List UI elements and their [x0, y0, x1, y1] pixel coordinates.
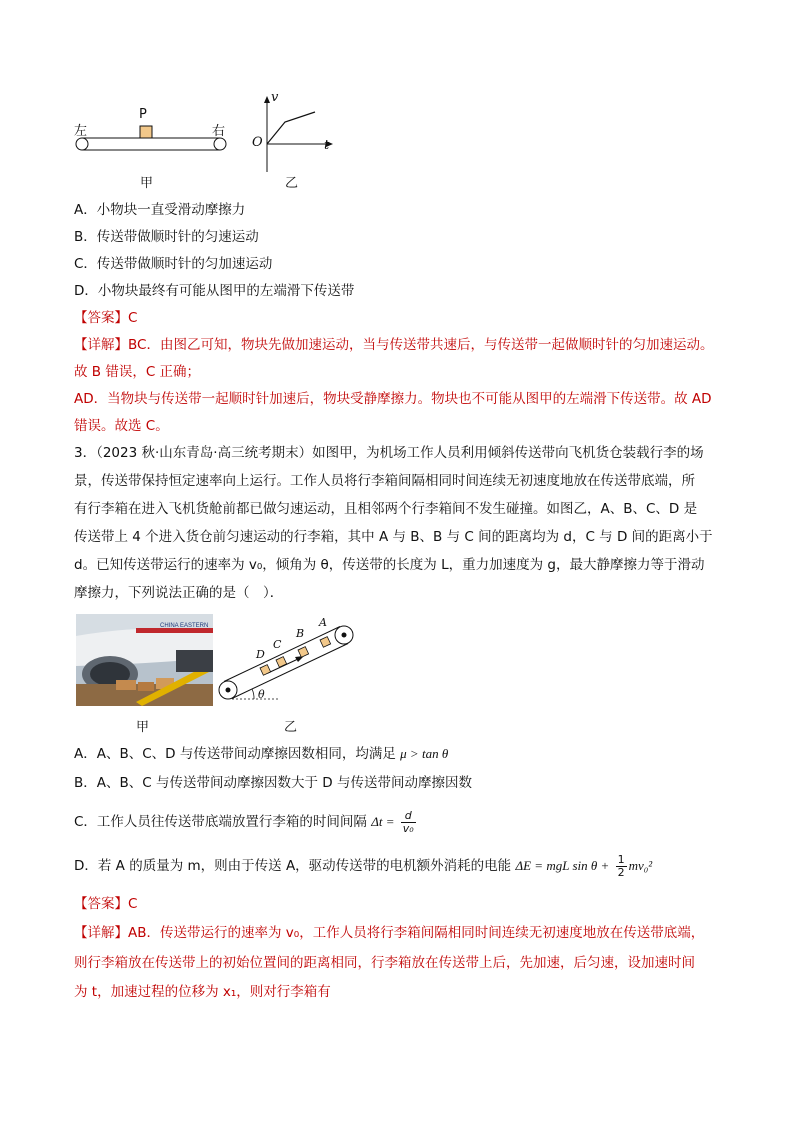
q3-option-d-rhs: mv₀²	[628, 858, 653, 873]
label-b: B	[296, 627, 305, 640]
q2-detail-text-1: BC．由图乙可知，物块先做加速运动，当与传送带共速后，与传送带一起做顺时针的匀加速运动。	[128, 337, 714, 353]
q2-option-a: A．小物块一直受滑动摩擦力	[74, 202, 246, 218]
luggage-d	[260, 665, 271, 676]
q3-detail-line-3: 为 t，加速过程的位移为 x₁，则对行李箱有	[74, 984, 331, 1000]
q3-stem-line-4: 传送带上 4 个进入货仓前匀速运动的行李箱，其中 A 与 B、B 与 C 间的距离均为 d，C 与 D 间的距离小于	[74, 529, 713, 545]
angle-arc	[252, 689, 254, 699]
q3-stem-line-1: 3．（2023 秋·山东青岛·高三统考期末）如图甲，为机场工作人员利用倾斜传送带向飞机货仓装载行李的场	[74, 445, 704, 461]
q2-detail-label: 【详解】	[74, 337, 128, 353]
q3-option-a-text: A．A、B、C、D 与传送带间动摩擦因数相同，均满足	[74, 746, 396, 762]
q3-option-d-denominator: 2	[617, 865, 625, 879]
q3-detail-line-2: 则行李箱放在传送带上的初始位置间的距离相同，行李箱放在传送带上后，先加速，后匀速，设加速时间	[74, 955, 695, 971]
label-theta: θ	[258, 688, 265, 701]
luggage-c	[276, 657, 287, 668]
q3-option-d-lhs: ΔE = mgL sin θ +	[515, 858, 610, 873]
q3-option-d	[74, 849, 652, 883]
q3-answer-label: 【答案】	[74, 896, 128, 912]
q2-detail-line-3: AD．当物块与传送带一起顺时针加速后，物块受静摩擦力。物块也不可能从图甲的左端滑下传送带。故 AD	[74, 391, 712, 407]
right-label: 右	[212, 124, 226, 139]
caption-yi: 乙	[285, 176, 299, 191]
q2-answer-label: 【答案】	[74, 310, 128, 326]
q3-stem-line-6: 摩擦力，下列说法正确的是（ ）．	[74, 585, 284, 601]
q3-option-a	[74, 744, 448, 764]
q3-answer-value: C	[128, 896, 138, 912]
q3-stem-line-3: 有行李箱在进入飞机货舱前都已做匀速运动，且相邻两个行李箱间不发生碰撞。如图乙，A、B、C、D 是	[74, 501, 698, 517]
axis-t-label: t	[324, 138, 330, 153]
q3-option-d-text: D．若 A 的质量为 m，则由于传送 A，驱动传送带的电机额外消耗的电能	[74, 858, 512, 874]
inclined-conveyor-yi	[216, 610, 366, 710]
q2-detail-line-2: 故 B 错误，C 正确；	[74, 364, 201, 380]
q2-detail-line-4: 错误。故选 C。	[74, 418, 169, 434]
airport-photo	[76, 614, 213, 706]
q2-option-b: B．传送带做顺时针的匀速运动	[74, 229, 259, 245]
airline-name: CHINA EASTERN	[160, 623, 209, 629]
belt-upper	[224, 627, 340, 682]
block-p	[140, 126, 152, 138]
luggage-a	[320, 637, 331, 648]
q3-option-b: B．A、B、C 与传送带间动摩擦因数大于 D 与传送带间动摩擦因数	[74, 775, 472, 791]
q3-stem-line-5: d。已知传送带运行的速率为 v₀，倾角为 θ，传送带的长度为 L，重力加速度为 g，最大静摩擦力等于滑动	[74, 557, 705, 573]
q2-detail-line-1	[74, 335, 713, 355]
q2-option-d: D．小物块最终有可能从图甲的左端滑下传送带	[74, 283, 355, 299]
q2-option-c: C．传送带做顺时针的匀加速运动	[74, 256, 273, 272]
left-pulley	[76, 138, 88, 150]
q3-detail-line-1	[74, 923, 704, 943]
q3-caption-jia: 甲	[136, 720, 150, 735]
origin-label: O	[252, 135, 263, 150]
axis-v-label: v	[271, 90, 279, 105]
q3-answer	[74, 894, 137, 914]
right-pulley	[214, 138, 226, 150]
block-label: P	[139, 107, 147, 122]
belt-lower	[232, 644, 348, 699]
q3-option-c-fraction	[401, 810, 416, 835]
label-a: A	[319, 616, 327, 629]
v-axis-arrow	[264, 96, 270, 103]
q3-option-d-fraction	[616, 854, 627, 879]
q2-answer-value: C	[128, 310, 138, 326]
q2-answer	[74, 308, 137, 328]
vt-graph-yi	[255, 94, 335, 174]
q3-option-a-math: μ > tan θ	[400, 746, 449, 761]
q3-option-d-numerator: 1	[617, 852, 625, 866]
luggage-b	[298, 647, 309, 658]
q3-stem-line-2: 景，传送带保持恒定速率向上运行。工作人员将行李箱间隔相同时间连续无初速度地放在传送带底端，所	[74, 473, 695, 489]
label-c: C	[273, 638, 282, 651]
q3-option-c-numerator: d	[401, 810, 416, 823]
q3-detail-label: 【详解】	[74, 925, 128, 941]
label-d: D	[256, 648, 265, 661]
q3-option-c	[74, 805, 418, 839]
left-label: 左	[74, 124, 88, 139]
airport-photo-drawing	[76, 614, 213, 706]
caption-jia: 甲	[140, 176, 154, 191]
q3-option-c-lhs: Δt =	[371, 814, 395, 829]
q3-caption-yi: 乙	[284, 720, 298, 735]
vt-curve	[267, 112, 315, 144]
q3-option-c-text: C．工作人员往传送带底端放置行李箱的时间间隔	[74, 814, 367, 830]
q3-detail-text-1: AB．传送带运行的速率为 v₀，工作人员将行李箱间隔相同时间连续无初速度地放在传送带底端，	[128, 925, 705, 941]
q3-option-c-denominator: v₀	[402, 821, 414, 835]
